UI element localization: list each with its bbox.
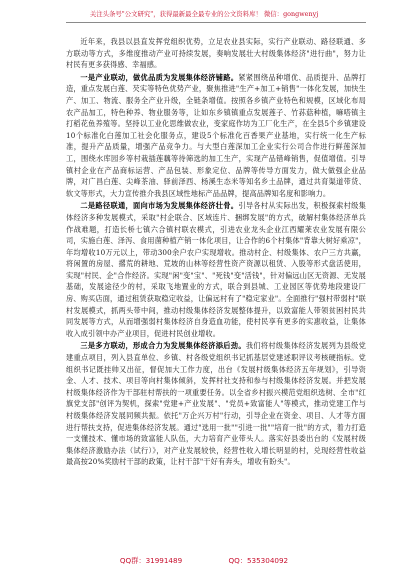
footer-contact xyxy=(0,556,408,566)
footer-qq-group: QQ群：31991489 xyxy=(119,556,183,565)
paragraph-path-connection xyxy=(66,200,366,339)
footer-qq: QQ：535304092 xyxy=(228,556,289,565)
paragraph-intro xyxy=(66,36,366,71)
paragraph-text: 紧紧围绕品种增优、品质提升、品牌打造，重点发展白莲、芡实等特色优势产业，聚焦推进"生产+加工+销售"一体化发展，加快生产、加工、物流、服务全产业升级，全链条增值。按照各乡镇产业特色和规模，区域化布局农产品加工，特色种养、物业服务等，让如东乡镇镇重点发展莲子、竹荪菇种植，嘛嗒镇主打稻花鱼养殖等。坚持以工业化思维做农业，变家庭作坊为工厂化生产，在全县5个乡镇建设10个标准化白莲加工社会化服务点，建设5个标准化百香果产业基地，实行统一化生产标准，提升产品质量，增强产品竞争力。与大型白莲深加工企业实行公司合作进行鲜莲深加工，围绕水库园乡等村栽插莲藕等待筛选的加工生产，实现产品错峰销售，促值增值。引导镇村企业在产品商标运营、产品包装、形象定位、品牌等传导方面发力，做大做强企业品牌，对广昌白莲、尖峰茶油、驿前泽西、杨溪生态米等知名乡土品牌，通过共育渠道带货、软文等形式，大力宣传推介我县区域性地标产品品牌，提高品牌知名度和影响力。 xyxy=(66,72,366,198)
paragraph-heading: 一是产业联动，做优品质为发展集体经济铺路。 xyxy=(80,72,239,82)
paragraph-text: 引导各村从实际出发，积极探索村级集体经济多种发展模式，采取"村企联合、区域连片、捆绑发展"的方式，破解村集体经济单兵作战难题，打造长桥七镇六合镇村联农模式，引进农业龙头企业江西耀莱农业发展有限公司，实施白莲、泽泻、食用菌种植产销一体化项目，让合作的6个村集体"背靠大树好乘凉"，年均增收10万元以上，带动300余户农户实现增收。推动村企、村级集体、农户三方共赢，将闲置的房屋、撂荒的耕地、荒坡的山林等经营性资产资源以租赁、入股等形式盘活使用，实现"村民、企"合作经济。实现"闲"变"宝"、"死钱"变"活钱"，针对偏远山区无资源、无发展基础，发展途径少的村，采取飞地置业的方式，联合到县城、工业园区等优势地段建设厂房、购买店面，通过租赁获取稳定收益，让偏远村有了"稳定家业"。全面推行"强村带弱村"联村发展模式，抓两头带中间，推动村级集体经济发展整体提升，以致富能人带领贫困村民共同发展等方式，从而增强弱村集体经济自身造血功能，使村民享有更多的实惠收益，让集体收入成引领中办产业项目，促进村民创业增收。 xyxy=(66,201,366,338)
header-banner: 关注头条号"公文研究"，获得最新最全最专业的公文资料库！ 微信：gongwenyj xyxy=(89,10,319,18)
paragraph-multi-linkage xyxy=(66,340,366,468)
paragraph-heading: 三是多方联动，形成合力为发展集体经济添后劲。 xyxy=(80,341,246,351)
document-body xyxy=(66,36,366,469)
header-divider xyxy=(66,22,366,23)
paragraph-industry-linkage xyxy=(66,72,366,200)
paragraph-heading: 二是路径联通，面向市场为发展集体经济壮骨。 xyxy=(80,201,239,211)
paragraph-text: 我们将村级集体经济发展列为县级党建重点项目，列入县直单位、乡镇、村各级党组织书记抓基层党建述职评议考核硬指标。党组织书记既挂帅又出征，督促加大工作力度，出台《发展村级集体经济五年规划》，引导资金、人才、技术、项目等向村集体倾斜，发挥村社支持和参与村级集体经济发展。并把发展村级集体经济作为干部驻村帮扶的一项重要任务。以全省乡村振兴模范党组织选树、全市"红旗党支部"创评为契机，探索"党建+产业发展"、"党员+致富能人"等模式，推动党建工作与村级集体经济发展同频共振。依托"万企兴万村"行动，引导企业在资金、项目、人才等方面进行帮扶支持，促进集体经济发展。通过"选用一批""引进一批""培育一批"的方式，着力打造一支懂技术、懂市场的致富能人队伍，大力培育产业带头人。落实好县委出台的《发展村级集体经济激励办法（试行）》，对产业发展较快，经营性收入增长明显的村，兑现经营性收益最高按20%奖励村干部的政策，让村干部"干好有奔头，增收有盼头"。 xyxy=(66,341,366,467)
paragraph-text: 近年来，我县以县直发挥党组织优势，立足农业县实际，实行产业联动、路径联通、多方联动等方式，多维度推动产业可持续发展，奏响发展壮大村级集体经济"进行曲"，努力让村民有更多获得感、幸福感。 xyxy=(66,37,366,70)
